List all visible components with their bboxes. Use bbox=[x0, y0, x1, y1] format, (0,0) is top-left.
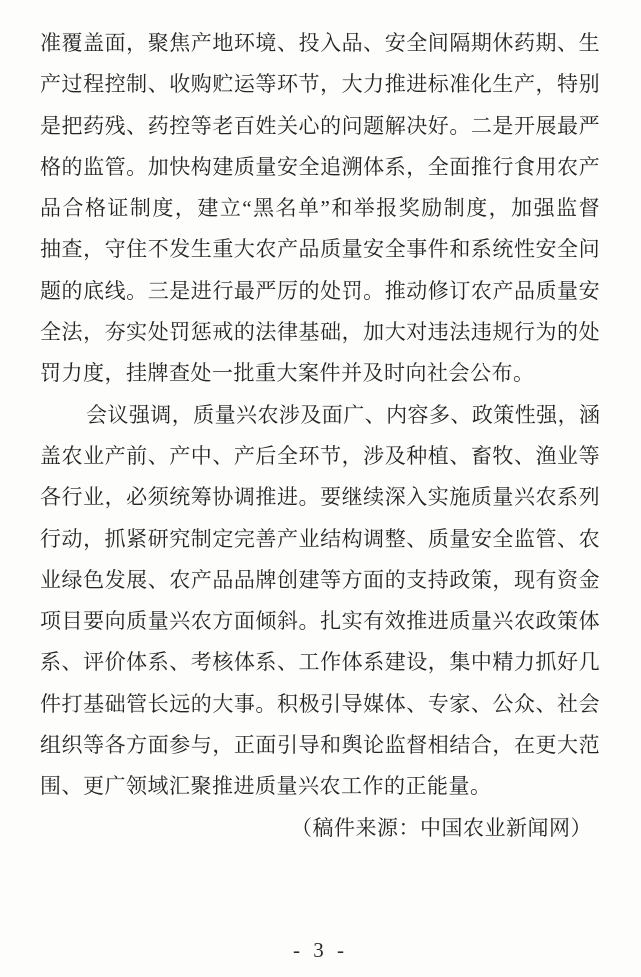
text-line: 品合格证制度，建立“黑名单”和举报奖励制度，加强监督 bbox=[40, 196, 600, 221]
text-line: 系、评价体系、考核体系、工作体系建设，集中精力抓好几 bbox=[40, 650, 600, 675]
text-line: 项目要向质量兴农方面倾斜。扎实有效推进质量兴农政策体 bbox=[40, 609, 600, 634]
text-line: 各行业，必须统筹协调推进。要继续深入实施质量兴农系列 bbox=[40, 485, 600, 510]
text-line: 业绿色发展、农产品品牌创建等方面的支持政策，现有资金 bbox=[40, 567, 600, 592]
text-line: 件打基础管长远的大事。积极引导媒体、专家、公众、社会 bbox=[40, 691, 600, 716]
text-line: 行动，抓紧研究制定完善产业结构调整、质量安全监管、农 bbox=[40, 526, 600, 551]
text-line: 抽查，守住不发生重大农产品质量安全事件和系统性安全问 bbox=[40, 237, 600, 262]
text-line: 盖农业产前、产中、产后全环节，涉及种植、畜牧、渔业等 bbox=[40, 443, 600, 468]
text-line: 会议强调，质量兴农涉及面广、内容多、政策性强，涵 bbox=[86, 402, 600, 427]
text-line: 格的监管。加快构建质量安全追溯体系，全面推行食用农产 bbox=[40, 154, 600, 179]
text-line: 准覆盖面，聚焦产地环境、投入品、安全间隔期休药期、生 bbox=[40, 31, 600, 55]
text-line: 围、更广领域汇聚推进质量兴农工作的正能量。 bbox=[40, 774, 492, 799]
text-line: 组织等各方面参与，正面引导和舆论监督相结合，在更大范 bbox=[40, 733, 600, 758]
text-line: 是把药残、药控等老百姓关心的问题解决好。二是开展最严 bbox=[40, 113, 600, 138]
body-text bbox=[40, 23, 600, 849]
source-attribution-line: （稿件来源：中国农业新闻网） bbox=[291, 815, 592, 840]
page-number: - 3 - bbox=[293, 938, 348, 962]
text-line: 罚力度，挂牌查处一批重大案件并及时向社会公布。 bbox=[40, 361, 535, 386]
text-line: 题的底线。三是进行最严厉的处罚。推动修订农产品质量安 bbox=[40, 278, 600, 303]
text-line: 产过程控制、收购贮运等环节，大力推进标准化生产，特别 bbox=[40, 72, 600, 97]
text-line: 全法，夯实处罚惩戒的法律基础，加大对违法违规行为的处 bbox=[40, 320, 600, 345]
